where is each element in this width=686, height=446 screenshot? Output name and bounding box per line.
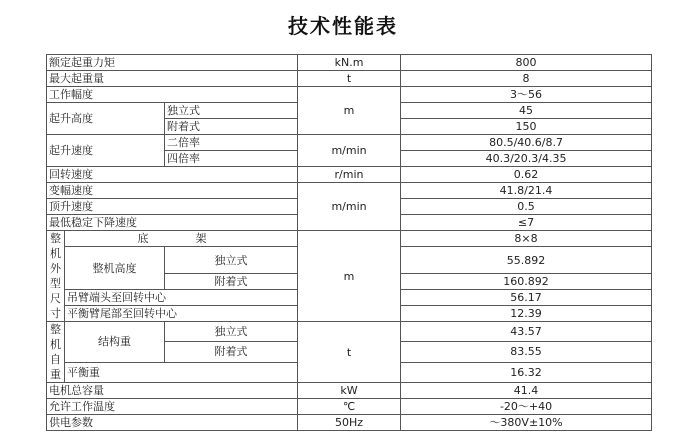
sub-label: 独立式: [165, 322, 298, 342]
value-cell: 43.57: [401, 322, 652, 342]
sub-label: 吊臂端头至回转中心: [65, 290, 298, 306]
unit-cell: m: [298, 231, 401, 322]
table-row: [47, 167, 652, 183]
value-cell: 45: [401, 103, 652, 119]
sub-label: 附着式: [165, 274, 298, 290]
value-cell: 80.5/40.6/8.7: [401, 135, 652, 151]
base-label: 底 架: [137, 232, 225, 245]
row-label: 最低稳定下降速度: [47, 215, 298, 231]
page-title: 技术性能表: [288, 14, 398, 38]
value-cell: 800: [401, 55, 652, 71]
value-cell: 55.892: [401, 247, 652, 274]
unit-cell: r/min: [298, 167, 401, 183]
unit-cell: m/min: [298, 135, 401, 167]
value-cell: 83.55: [401, 342, 652, 362]
spec-table: [46, 54, 652, 431]
unit-cell: 50Hz: [298, 415, 401, 431]
table-row: [47, 399, 652, 415]
table-row: [47, 322, 652, 342]
unit-cell: kW: [298, 383, 401, 399]
sub-label: 四倍率: [165, 151, 298, 167]
unit-cell: kN.m: [298, 55, 401, 71]
row-label: 电机总容量: [47, 383, 298, 399]
row-label: 回转速度: [47, 167, 298, 183]
group-label: 整机外型尺寸: [47, 231, 65, 322]
row-label: 顶升速度: [47, 199, 298, 215]
value-cell: 0.5: [401, 199, 652, 215]
sub-label: 平衡重: [65, 362, 298, 382]
row-label: 变幅速度: [47, 183, 298, 199]
sub-label: [65, 231, 298, 247]
row-label: 起升高度: [47, 103, 165, 135]
unit-cell: ℃: [298, 399, 401, 415]
value-cell: 3～56: [401, 87, 652, 103]
value-cell: 8×8: [401, 231, 652, 247]
row-label: 工作幅度: [47, 87, 298, 103]
table-row: [47, 383, 652, 399]
sub-label: 附着式: [165, 342, 298, 362]
table-row: [47, 231, 652, 247]
table-row: [47, 71, 652, 87]
sub-label: 整机高度: [65, 247, 165, 290]
value-cell: 160.892: [401, 274, 652, 290]
row-label: 供电参数: [47, 415, 298, 431]
table-row: [47, 415, 652, 431]
group-label: 整机自重: [47, 322, 65, 383]
unit-cell: t: [298, 71, 401, 87]
unit-cell: t: [298, 322, 401, 383]
row-label: 允许工作温度: [47, 399, 298, 415]
table-row: [47, 55, 652, 71]
table-row: [47, 87, 652, 103]
table-row: [47, 183, 652, 199]
value-cell: 16.32: [401, 362, 652, 382]
sub-label: 附着式: [165, 119, 298, 135]
value-cell: 150: [401, 119, 652, 135]
sub-label: 平衡臂尾部至回转中心: [65, 306, 298, 322]
sub-label: 结构重: [65, 322, 165, 363]
value-cell: -20～+40: [401, 399, 652, 415]
row-label: 最大起重量: [47, 71, 298, 87]
value-cell: 56.17: [401, 290, 652, 306]
row-label: 起升速度: [47, 135, 165, 167]
value-cell: 41.8/21.4: [401, 183, 652, 199]
value-cell: ≤7: [401, 215, 652, 231]
value-cell: 12.39: [401, 306, 652, 322]
unit-cell: m: [298, 87, 401, 135]
value-cell: 8: [401, 71, 652, 87]
value-cell: ～380V±10%: [401, 415, 652, 431]
value-cell: 41.4: [401, 383, 652, 399]
sub-label: 独立式: [165, 103, 298, 119]
unit-cell: m/min: [298, 183, 401, 231]
row-label: 额定起重力矩: [47, 55, 298, 71]
sub-label: 独立式: [165, 247, 298, 274]
sub-label: 二倍率: [165, 135, 298, 151]
value-cell: 0.62: [401, 167, 652, 183]
table-row: [47, 135, 652, 151]
value-cell: 40.3/20.3/4.35: [401, 151, 652, 167]
